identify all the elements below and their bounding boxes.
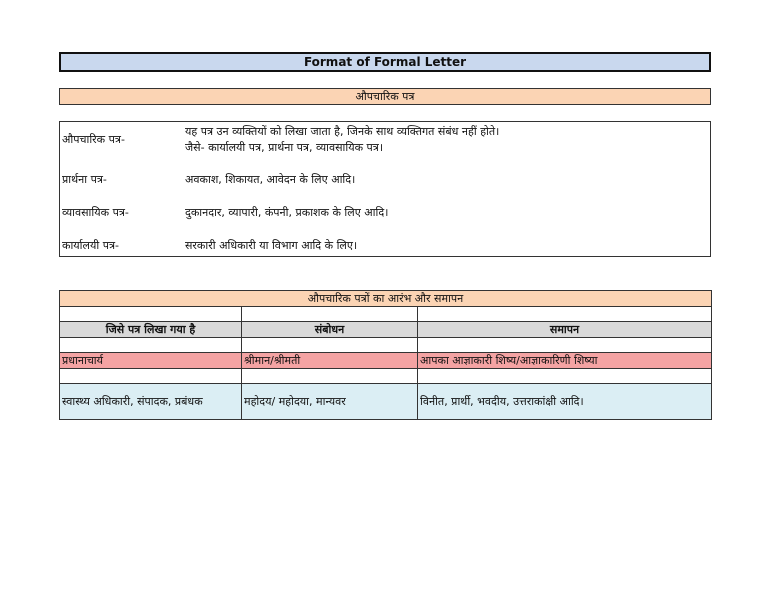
opening-closing-table	[59, 290, 712, 420]
table-cell-recipient: स्वास्थ्य अधिकारी, संपादक, प्रबंधक	[60, 384, 242, 420]
letter-type-label: प्रार्थना पत्र-	[62, 173, 107, 186]
letter-type-desc: सरकारी अधिकारी या विभाग आदि के लिए।	[185, 239, 358, 252]
table-cell-salutation: श्रीमान/श्रीमती	[242, 353, 418, 369]
table-cell-recipient: प्रधानाचार्य	[60, 353, 242, 369]
blank-row	[60, 338, 712, 353]
table-cell-salutation: महोदय/ महोदया, मान्यवर	[242, 384, 418, 420]
blank-row	[60, 307, 712, 322]
letter-type-desc: दुकानदार, व्यापारी, कंपनी, प्रकाशक के लिए आदि।	[185, 206, 389, 219]
letter-type-label: कार्यालयी पत्र-	[62, 239, 119, 252]
letter-type-label: औपचारिक पत्र-	[62, 133, 125, 146]
letter-type-example: जैसे- कार्यालयी पत्र, प्रार्थना पत्र, व्यावसायिक पत्र।	[185, 141, 384, 154]
table-row	[60, 353, 712, 369]
table-row	[60, 384, 712, 420]
section-subtitle: औपचारिक पत्र	[59, 88, 711, 105]
blank-row	[60, 369, 712, 384]
table-header-row	[60, 322, 712, 338]
letter-type-label: व्यावसायिक पत्र-	[62, 206, 129, 219]
column-header-closing: समापन	[418, 322, 712, 338]
column-header-salutation: संबोधन	[242, 322, 418, 338]
table-title: औपचारिक पत्रों का आरंभ और समापन	[60, 291, 712, 307]
table-cell-closing: आपका आज्ञाकारी शिष्य/आज्ञाकारिणी शिष्या	[418, 353, 712, 369]
table-title-row	[60, 291, 712, 307]
page-title: Format of Formal Letter	[59, 52, 711, 72]
letter-type-desc: यह पत्र उन व्यक्तियों को लिखा जाता है, जिनके साथ व्यक्तिगत संबंध नहीं होते।	[185, 125, 500, 138]
table-cell-closing: विनीत, प्रार्थी, भवदीय, उत्तराकांक्षी आदि।	[418, 384, 712, 420]
letter-type-desc: अवकाश, शिकायत, आवेदन के लिए आदि।	[185, 173, 356, 186]
column-header-recipient: जिसे पत्र लिखा गया है	[60, 322, 242, 338]
letter-types-box	[59, 121, 711, 257]
